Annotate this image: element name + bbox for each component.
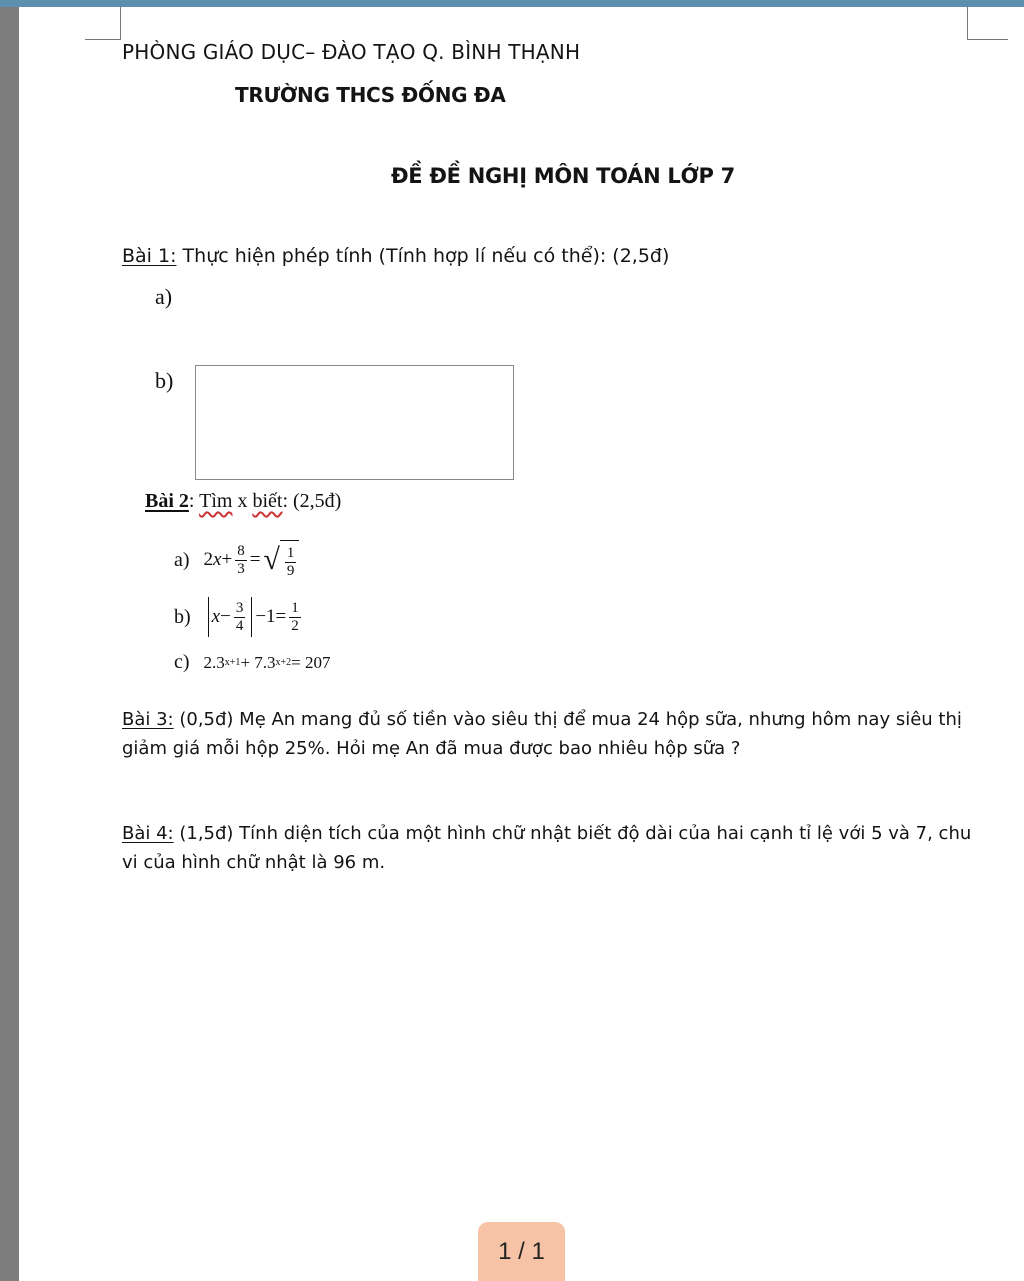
bai2-b-label: b) [174,605,191,628]
eq-c-term1: 2.3 [203,652,225,672]
crop-mark-top-left [85,7,121,40]
bai2-label: Bài 2 [145,490,189,512]
bai2-heading [145,490,341,513]
eq-b-var: x [211,606,221,627]
bai2-word-tim: Tìm [199,490,233,512]
bai1-part-a-label: a) [155,284,173,309]
viewer-top-bar [0,0,1024,7]
bai2-a-label: a) [174,548,190,571]
bai1-label: Bài 1: [122,245,177,267]
bai2-word-x: x [232,490,253,512]
eq-a-op: + [221,549,233,570]
document-page [19,7,1024,1281]
bai2-equation-b [174,597,304,637]
abs-bar-left [208,597,209,637]
bai1-part-b-blank-box [195,365,514,480]
eq-c-exp2: x+2 [275,657,292,668]
eq-b-rhs-fraction [289,600,301,635]
eq-c-term2: + 7.3 [240,652,276,672]
bai3-paragraph [122,705,982,763]
eq-a-num: 8 [237,542,245,559]
sqrt-sign: √ [263,543,280,576]
eq-a-fraction [235,543,247,578]
eq-a-radicand [285,545,297,580]
eq-b-rden: 2 [291,617,299,634]
bai1-part-b-label: b) [155,368,174,393]
bai1-heading [122,245,669,267]
eq-b-den: 4 [235,617,244,634]
school-heading: TRƯỜNG THCS ĐỐNG ĐA [235,83,506,107]
viewer-left-margin [0,7,20,1281]
exam-title: ĐỀ ĐỀ NGHỊ MÔN TOÁN LỚP 7 [391,164,735,188]
bai3-label: Bài 3: [122,709,174,730]
eq-b-fraction [234,600,246,635]
bai2-sep: : [188,490,200,512]
eq-a-rden: 9 [286,563,295,579]
bai2-equation-a [174,540,299,580]
eq-a-equals: = [249,549,261,570]
eq-a-sqrt [263,540,299,580]
eq-a-var: x [213,549,222,570]
eq-b-num: 3 [235,599,244,616]
crop-mark-top-right [967,7,1008,40]
bai3-text: (0,5đ) Mẹ An mang đủ số tiền vào siêu thị để mua 24 hộp sữa, nhưng hôm nay siêu thị giảm giá mỗi hộp 25%. Hỏi mẹ An đã mua được bao nhiêu hộp sữa ? [122,709,962,759]
eq-b-mid: −1= [255,606,287,627]
bai4-text: (1,5đ) Tính diện tích của một hình chữ nhật biết độ dài của hai cạnh tỉ lệ với 5 và 7, chu vi của hình chữ nhật là 96 m. [122,823,972,873]
bai2-c-label: c) [174,651,190,673]
bai2-points: : (2,5đ) [282,490,342,512]
eq-c-exp1: x+1 [224,657,241,668]
eq-c-rhs: = 207 [291,652,331,672]
eq-b-rnum: 1 [291,599,299,616]
eq-a-rnum: 1 [286,545,295,561]
bai2-equation-c [174,651,331,674]
eq-a-den: 3 [237,560,245,577]
bai2-word-biet: biết [252,490,283,512]
bai4-label: Bài 4: [122,823,174,844]
bai4-paragraph [122,819,982,877]
eq-a-coef: 2 [203,549,214,570]
abs-bar-right [251,597,252,637]
eq-b-minus: − [220,606,231,627]
bai1-text: Thực hiện phép tính (Tính hợp lí nếu có thể): (2,5đ) [176,245,670,267]
department-heading: PHÒNG GIÁO DỤC– ĐÀO TẠO Q. BÌNH THẠNH [122,40,581,64]
page-indicator: 1 / 1 [478,1222,565,1281]
